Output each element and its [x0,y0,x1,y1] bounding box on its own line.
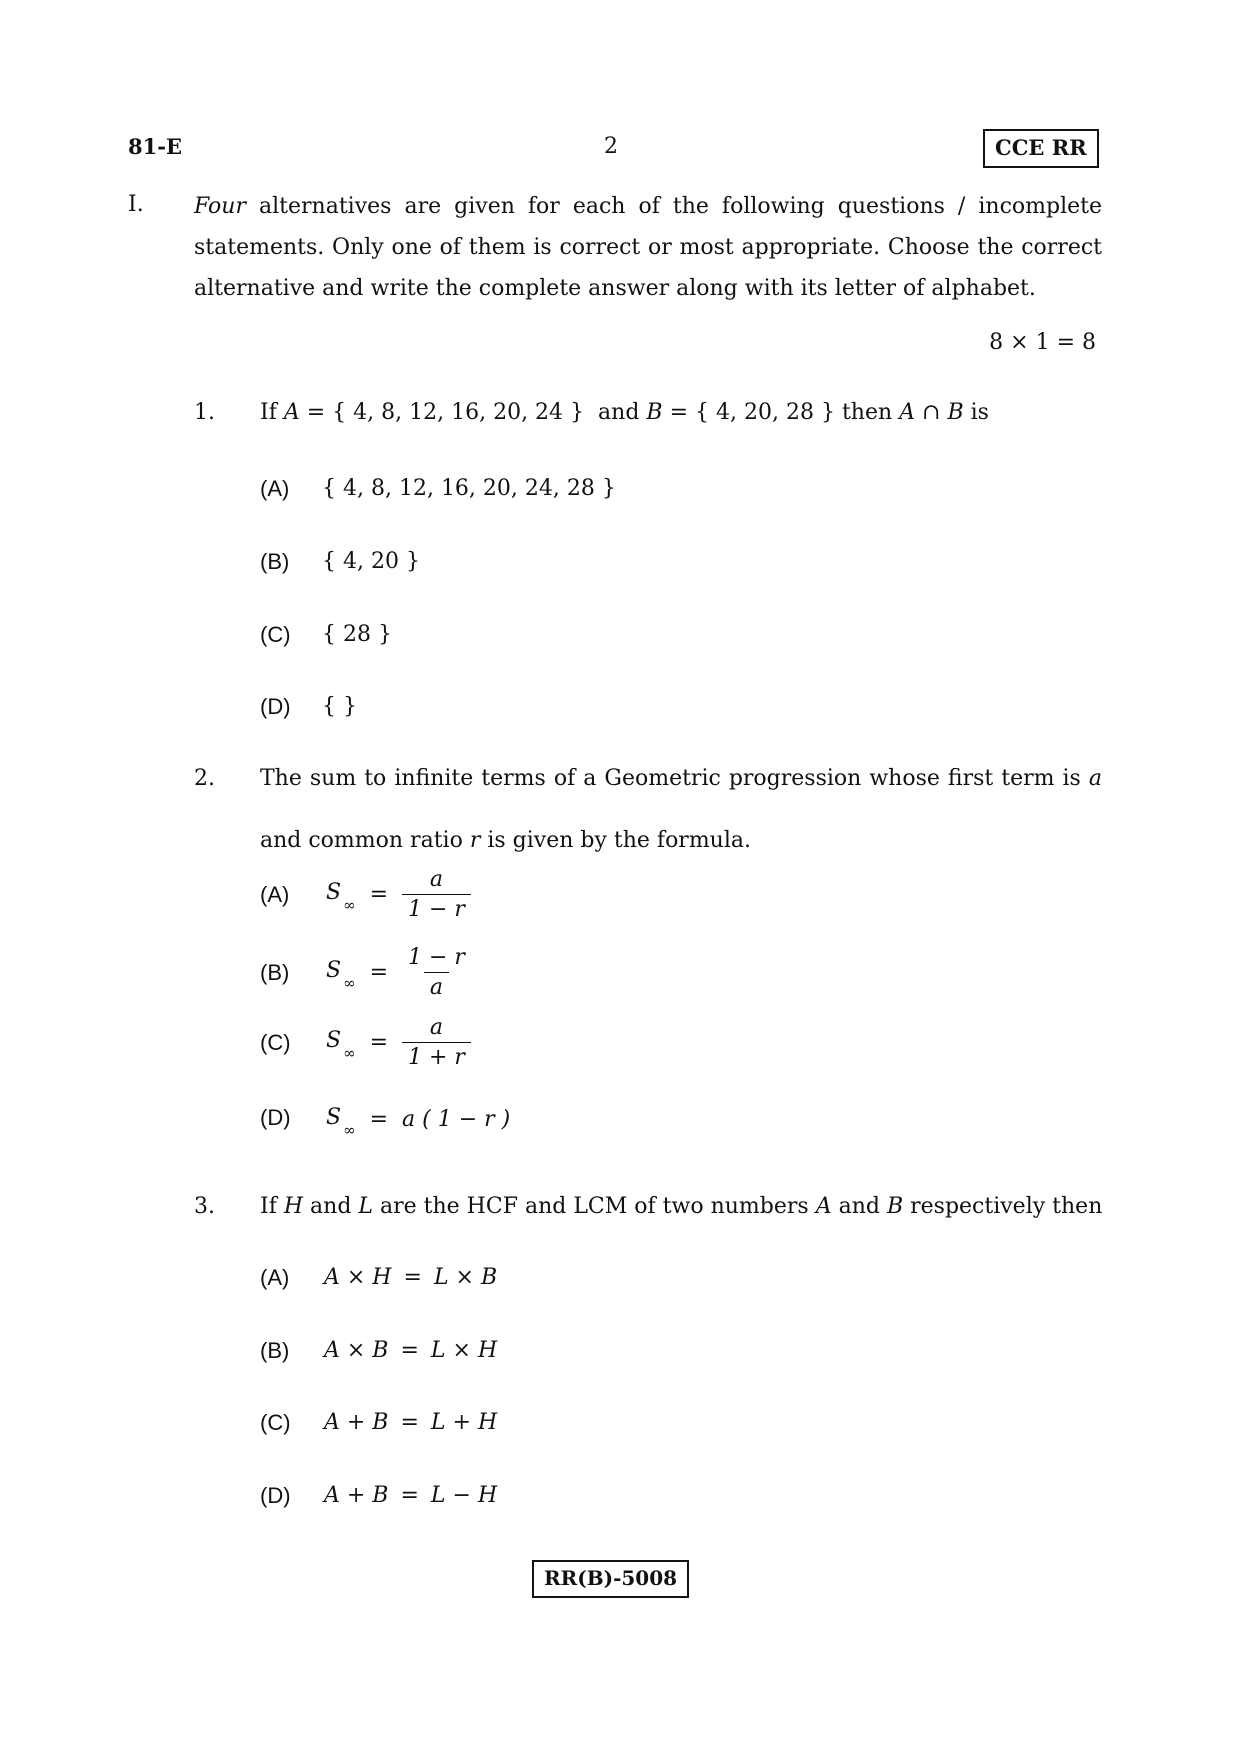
series-badge: CCE RR [983,129,1099,168]
q2-stem-line2 [260,828,751,853]
q2-number: 2. [194,766,215,791]
q1-set-b-label: B [646,400,663,425]
q3-text-mid: are the HCF and LCM of two numbers [380,1194,809,1219]
q1-intersection: A ∩ B [899,400,964,425]
equals-sign: = [400,1338,419,1363]
fraction-numerator: a [429,866,444,892]
q3-text-and2: and [838,1194,880,1219]
q1-set-a: = { 4, 8, 12, 16, 20, 24 } [306,400,585,425]
q2-line2-post: is given by the formula. [487,828,751,853]
equals-sign: = [369,1106,389,1132]
q2-option-b-formula [326,944,471,1000]
eq-rhs: L × H [430,1338,498,1363]
eq-rhs: L × B [433,1265,498,1290]
fraction [402,945,471,1000]
fraction-numerator: 1 − r [408,944,465,970]
q3-var-b: B [886,1194,904,1219]
fraction-denominator: 1 + r [402,1042,471,1070]
equals-sign: = [369,1029,389,1055]
q3-var-l: L [358,1194,374,1219]
q3-option-b-eq [324,1338,497,1363]
eq-lhs: A + B [324,1483,389,1508]
paper-code: 81-E [128,134,182,159]
equals-sign: = [369,881,389,907]
instruction-line3: alternative and write the complete answer along with its letter of alphabet. [194,276,1036,301]
q2-line1-var: a [1088,766,1102,791]
eq-rhs: L + H [430,1410,498,1435]
eq-lhs: A + B [324,1410,389,1435]
q3-text-end: respectively then [910,1194,1103,1219]
q2-line2-var: r [469,828,481,853]
q1-number: 1. [194,400,215,425]
instruction-lead: Four [194,194,246,219]
q2-option-b-label: (B) [260,960,290,985]
q2-option-c-label: (C) [260,1030,291,1055]
q3-var-a: A [815,1194,832,1219]
instruction-line1: alternatives are given for each of the following questions / incomplete [246,194,1102,219]
section-numeral: I. [128,192,144,217]
q2-option-c-formula [326,1014,471,1070]
eq-lhs: A × B [324,1338,389,1363]
q3-option-a-label: (A) [260,1265,290,1290]
eq-lhs: A × H [324,1265,392,1290]
q3-option-c-eq [324,1410,497,1435]
q1-text-if: If [260,400,277,425]
s-infinity: $S_\infty$ [326,1105,356,1140]
instruction-line2: statements. Only one of them is correct or most appropriate. Choose the correct [194,235,1102,260]
q3-text-and1: and [310,1194,352,1219]
q3-text-if: If [260,1194,277,1219]
q1-option-a-label: (A) [260,476,290,501]
q1-option-d-text: { } [322,694,357,719]
q2-stem-line1 [260,766,1102,791]
q1-option-a-text: { 4, 8, 12, 16, 20, 24, 28 } [322,476,616,501]
fraction-numerator: a [429,1014,444,1040]
equals-sign: = [400,1483,419,1508]
fraction [402,1015,471,1070]
q3-option-d-eq [324,1483,497,1508]
q2-option-d-expr: a ( 1 − r ) [402,1106,511,1132]
q3-option-a-eq [324,1265,497,1290]
q1-option-d-label: (D) [260,694,291,719]
q1-option-b-label: (B) [260,549,290,574]
footer-code: RR(B)-5008 [532,1560,689,1598]
q1-option-c-text: { 28 } [322,622,392,647]
q1-stem [260,400,989,425]
fraction-denominator: 1 − r [402,894,471,922]
q1-set-a-label: A [283,400,300,425]
q3-var-h: H [283,1194,304,1219]
section-instruction [194,186,1102,309]
q1-text-and: and [598,400,640,425]
fraction [402,867,471,922]
q3-option-c-label: (C) [260,1410,291,1435]
q1-option-b-text: { 4, 20 } [322,549,420,574]
q2-option-d-label: (D) [260,1105,291,1130]
q3-number: 3. [194,1194,215,1219]
equals-sign: = [369,959,389,985]
q1-set-b: = { 4, 20, 28 } then [669,400,893,425]
s-infinity: $S_\infty$ [326,1027,356,1063]
q3-stem [260,1194,1102,1219]
fraction-denominator: a [424,972,449,1000]
q2-option-d-formula [326,1105,511,1140]
s-infinity: $S_\infty$ [326,957,356,993]
equals-sign: = [400,1410,419,1435]
s-infinity: $S_\infty$ [326,879,356,915]
eq-rhs: L − H [430,1483,498,1508]
q1-text-is: is [970,400,989,425]
page-number: 2 [604,134,618,159]
q2-line1-text: The sum to infinite terms of a Geometric progression whose first term is [260,766,1081,791]
q3-option-d-label: (D) [260,1483,291,1508]
equals-sign: = [403,1265,422,1290]
q2-option-a-label: (A) [260,882,290,907]
q3-option-b-label: (B) [260,1338,290,1363]
q2-line2-pre: and common ratio [260,828,463,853]
q1-option-c-label: (C) [260,622,291,647]
section-marks: 8 × 1 = 8 [989,330,1096,355]
q2-option-a-formula [326,866,471,922]
